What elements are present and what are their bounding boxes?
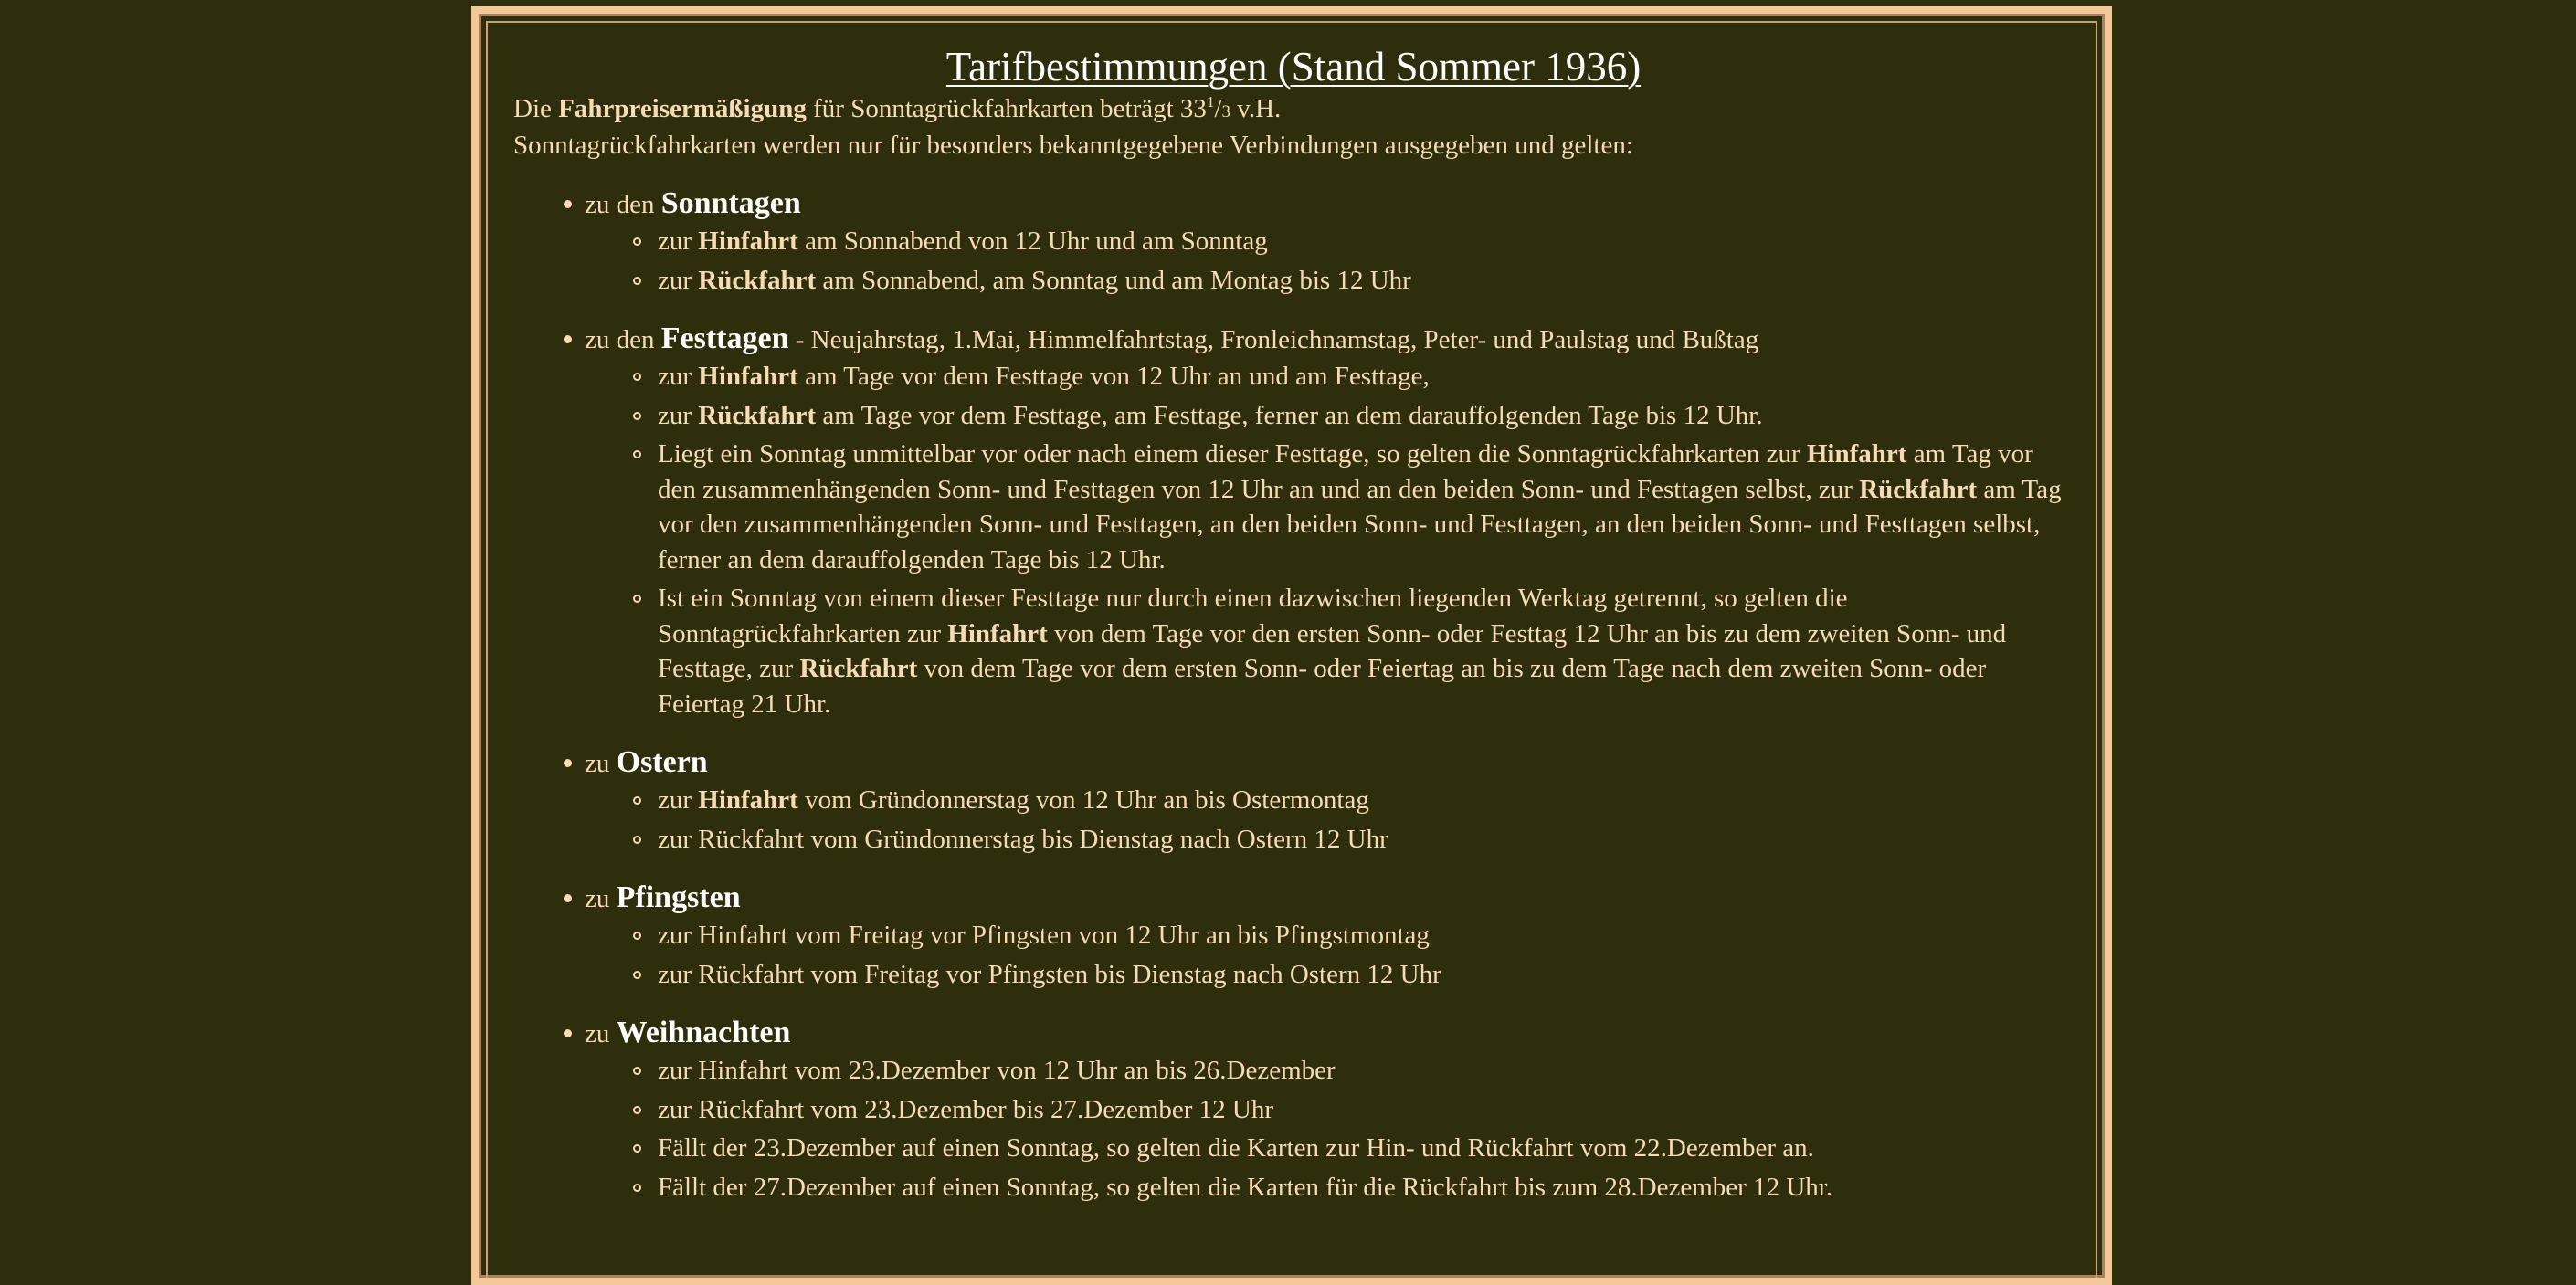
section-heading [585, 879, 2074, 918]
rule-bold-term: Hinfahrt [947, 618, 1048, 648]
intro-text: v.H. [1230, 94, 1282, 123]
section-suffix: - Neujahrstag, 1.Mai, Himmelfahrtstag, Fronleichnamstag, Peter- und Paulstag und Bußtag [788, 325, 1759, 354]
intro-validity: Sonntagrückfahrkarten werden nur für besonders bekanntgegebene Verbindungen ausgegeben und gelten: [513, 131, 1633, 160]
rule-bold-term: Rückfahrt [1859, 474, 1978, 504]
section-heading [585, 184, 2074, 224]
rule-text: zur [658, 226, 699, 256]
section-title: Sonntagen [660, 186, 801, 220]
intro-bold-term: Fahrpreisermäßigung [558, 94, 807, 123]
rule-text: am Sonnabend, am Sonntag und am Montag bis 12 Uhr [816, 265, 1411, 295]
fraction-slash: / [1214, 94, 1222, 123]
rule-bold-term: Rückfahrt [698, 265, 817, 295]
intro-text: Die [513, 94, 559, 123]
section-heading [585, 1014, 2074, 1053]
rule-item [658, 224, 2074, 259]
section-item [585, 184, 2074, 298]
rule-bold-term: Hinfahrt [698, 362, 798, 391]
rule-item [658, 957, 2074, 993]
rule-bold-term: Rückfahrt [799, 654, 918, 683]
fraction-denominator: 3 [1221, 102, 1230, 121]
rule-text: am Sonnabend von 12 Uhr und am Sonntag [797, 226, 1268, 256]
section-prefix: zu den [585, 190, 661, 219]
section-prefix: zu den [585, 325, 661, 354]
rule-text: zur [658, 785, 699, 815]
section-title: Ostern [616, 745, 708, 779]
content-area [486, 21, 2097, 1278]
rule-list [585, 224, 2074, 298]
section-list [513, 184, 2074, 1205]
rule-bold-term: Hinfahrt [698, 785, 798, 815]
section-item [585, 879, 2074, 992]
rule-text: zur [658, 362, 699, 391]
section-title: Festtagen [660, 321, 789, 355]
rule-item [658, 437, 2074, 577]
rule-item [658, 918, 2074, 953]
rule-text: von dem Tage vor den ersten Sonn- oder Festtag 12 Uhr an bis zu dem zweiten Sonn- und Festtage, zur [658, 618, 2007, 683]
rule-text: Fällt der 27.Dezember auf einen Sonntag, so gelten die Karten für die Rückfahrt bis zum 28.Dezember 12 Uhr. [658, 1172, 1833, 1202]
rule-item [658, 1092, 2074, 1128]
rule-list [585, 359, 2074, 721]
rule-list [585, 1053, 2074, 1205]
rule-text: vom Gründonnerstag von 12 Uhr an bis Ostermontag [797, 785, 1369, 815]
rule-text: Fällt der 23.Dezember auf einen Sonntag, so gelten die Karten zur Hin- und Rückfahrt vom 22.Dezember an. [658, 1133, 1814, 1163]
fraction-numerator: 1 [1206, 93, 1215, 111]
rule-text: am Tag vor den zusammenhängenden Sonn- und Festtagen, an den beiden Sonn- und Festtagen, an den beiden Sonn- und Festtagen selbst, ferner an dem darauffolgenden Tage bis 12 Uhr. [658, 474, 2062, 574]
section-title: Pfingsten [616, 880, 741, 914]
rule-text: am Tage vor dem Festtage, am Festtage, ferner an dem darauffolgenden Tage bis 12 Uhr. [816, 400, 1763, 430]
rule-text: zur Hinfahrt vom Freitag vor Pfingsten von 12 Uhr an bis Pfingstmontag [658, 921, 1430, 950]
rule-bold-term: Rückfahrt [698, 400, 817, 430]
rule-text: Ist ein Sonntag von einem dieser Festtage nur durch einen dazwischen liegenden Werktag getrennt, so gelten die Sonntagrückfahrkarten zur [658, 584, 1848, 648]
intro-discount [513, 92, 2074, 129]
section-title: Weihnachten [616, 1016, 791, 1049]
rule-item [658, 263, 2074, 299]
rule-bold-term: Hinfahrt [698, 226, 798, 256]
rule-bold-term: Hinfahrt [1806, 439, 1907, 469]
rule-item [658, 1053, 2074, 1089]
rule-item [658, 822, 2074, 858]
rule-item [658, 359, 2074, 395]
rule-text: am Tag vor den zusammenhängenden Sonn- und Festtagen von 12 Uhr an und an den beiden Sonn- und Festtagen selbst, zur [658, 439, 2033, 504]
section-prefix: zu [585, 749, 617, 778]
page-title: Tarifbestimmungen (Stand Sommer 1936) [945, 44, 1642, 90]
section-heading [585, 743, 2074, 783]
rule-item [658, 1131, 2074, 1166]
rule-list [585, 918, 2074, 992]
rule-item [658, 783, 2074, 818]
page-frame [471, 6, 2112, 1285]
rule-list [585, 783, 2074, 857]
section-item [585, 320, 2074, 721]
rule-text: zur Rückfahrt vom Freitag vor Pfingsten bis Dienstag nach Ostern 12 Uhr [658, 959, 1441, 989]
section-item [585, 1014, 2074, 1205]
rule-text: zur Rückfahrt vom Gründonnerstag bis Dienstag nach Ostern 12 Uhr [658, 824, 1388, 854]
rule-text: zur Rückfahrt vom 23.Dezember bis 27.Dezember 12 Uhr [658, 1094, 1274, 1124]
rule-text: von dem Tage vor dem ersten Sonn- oder Feiertag an bis zu dem Tage nach dem zweiten Sonn- oder Feiertag 21 Uhr. [658, 654, 1987, 719]
rule-item [658, 581, 2074, 721]
section-heading [585, 320, 2074, 359]
rule-text: zur [658, 265, 699, 295]
section-prefix: zu [585, 884, 617, 913]
section-item [585, 743, 2074, 857]
rule-item [658, 398, 2074, 434]
rule-text: Liegt ein Sonntag unmittelbar vor oder nach einem dieser Festtage, so gelten die Sonntagrückfahrkarten zur [658, 439, 1807, 469]
intro-text: für Sonntagrückfahrkarten beträgt 33 [806, 94, 1207, 123]
section-prefix: zu [585, 1019, 617, 1048]
rule-text: am Tage vor dem Festtage von 12 Uhr an und am Festtage, [797, 362, 1430, 391]
rule-item [658, 1170, 2074, 1206]
rule-text: zur [658, 400, 699, 430]
rule-text: zur Hinfahrt vom 23.Dezember von 12 Uhr an bis 26.Dezember [658, 1056, 1336, 1085]
